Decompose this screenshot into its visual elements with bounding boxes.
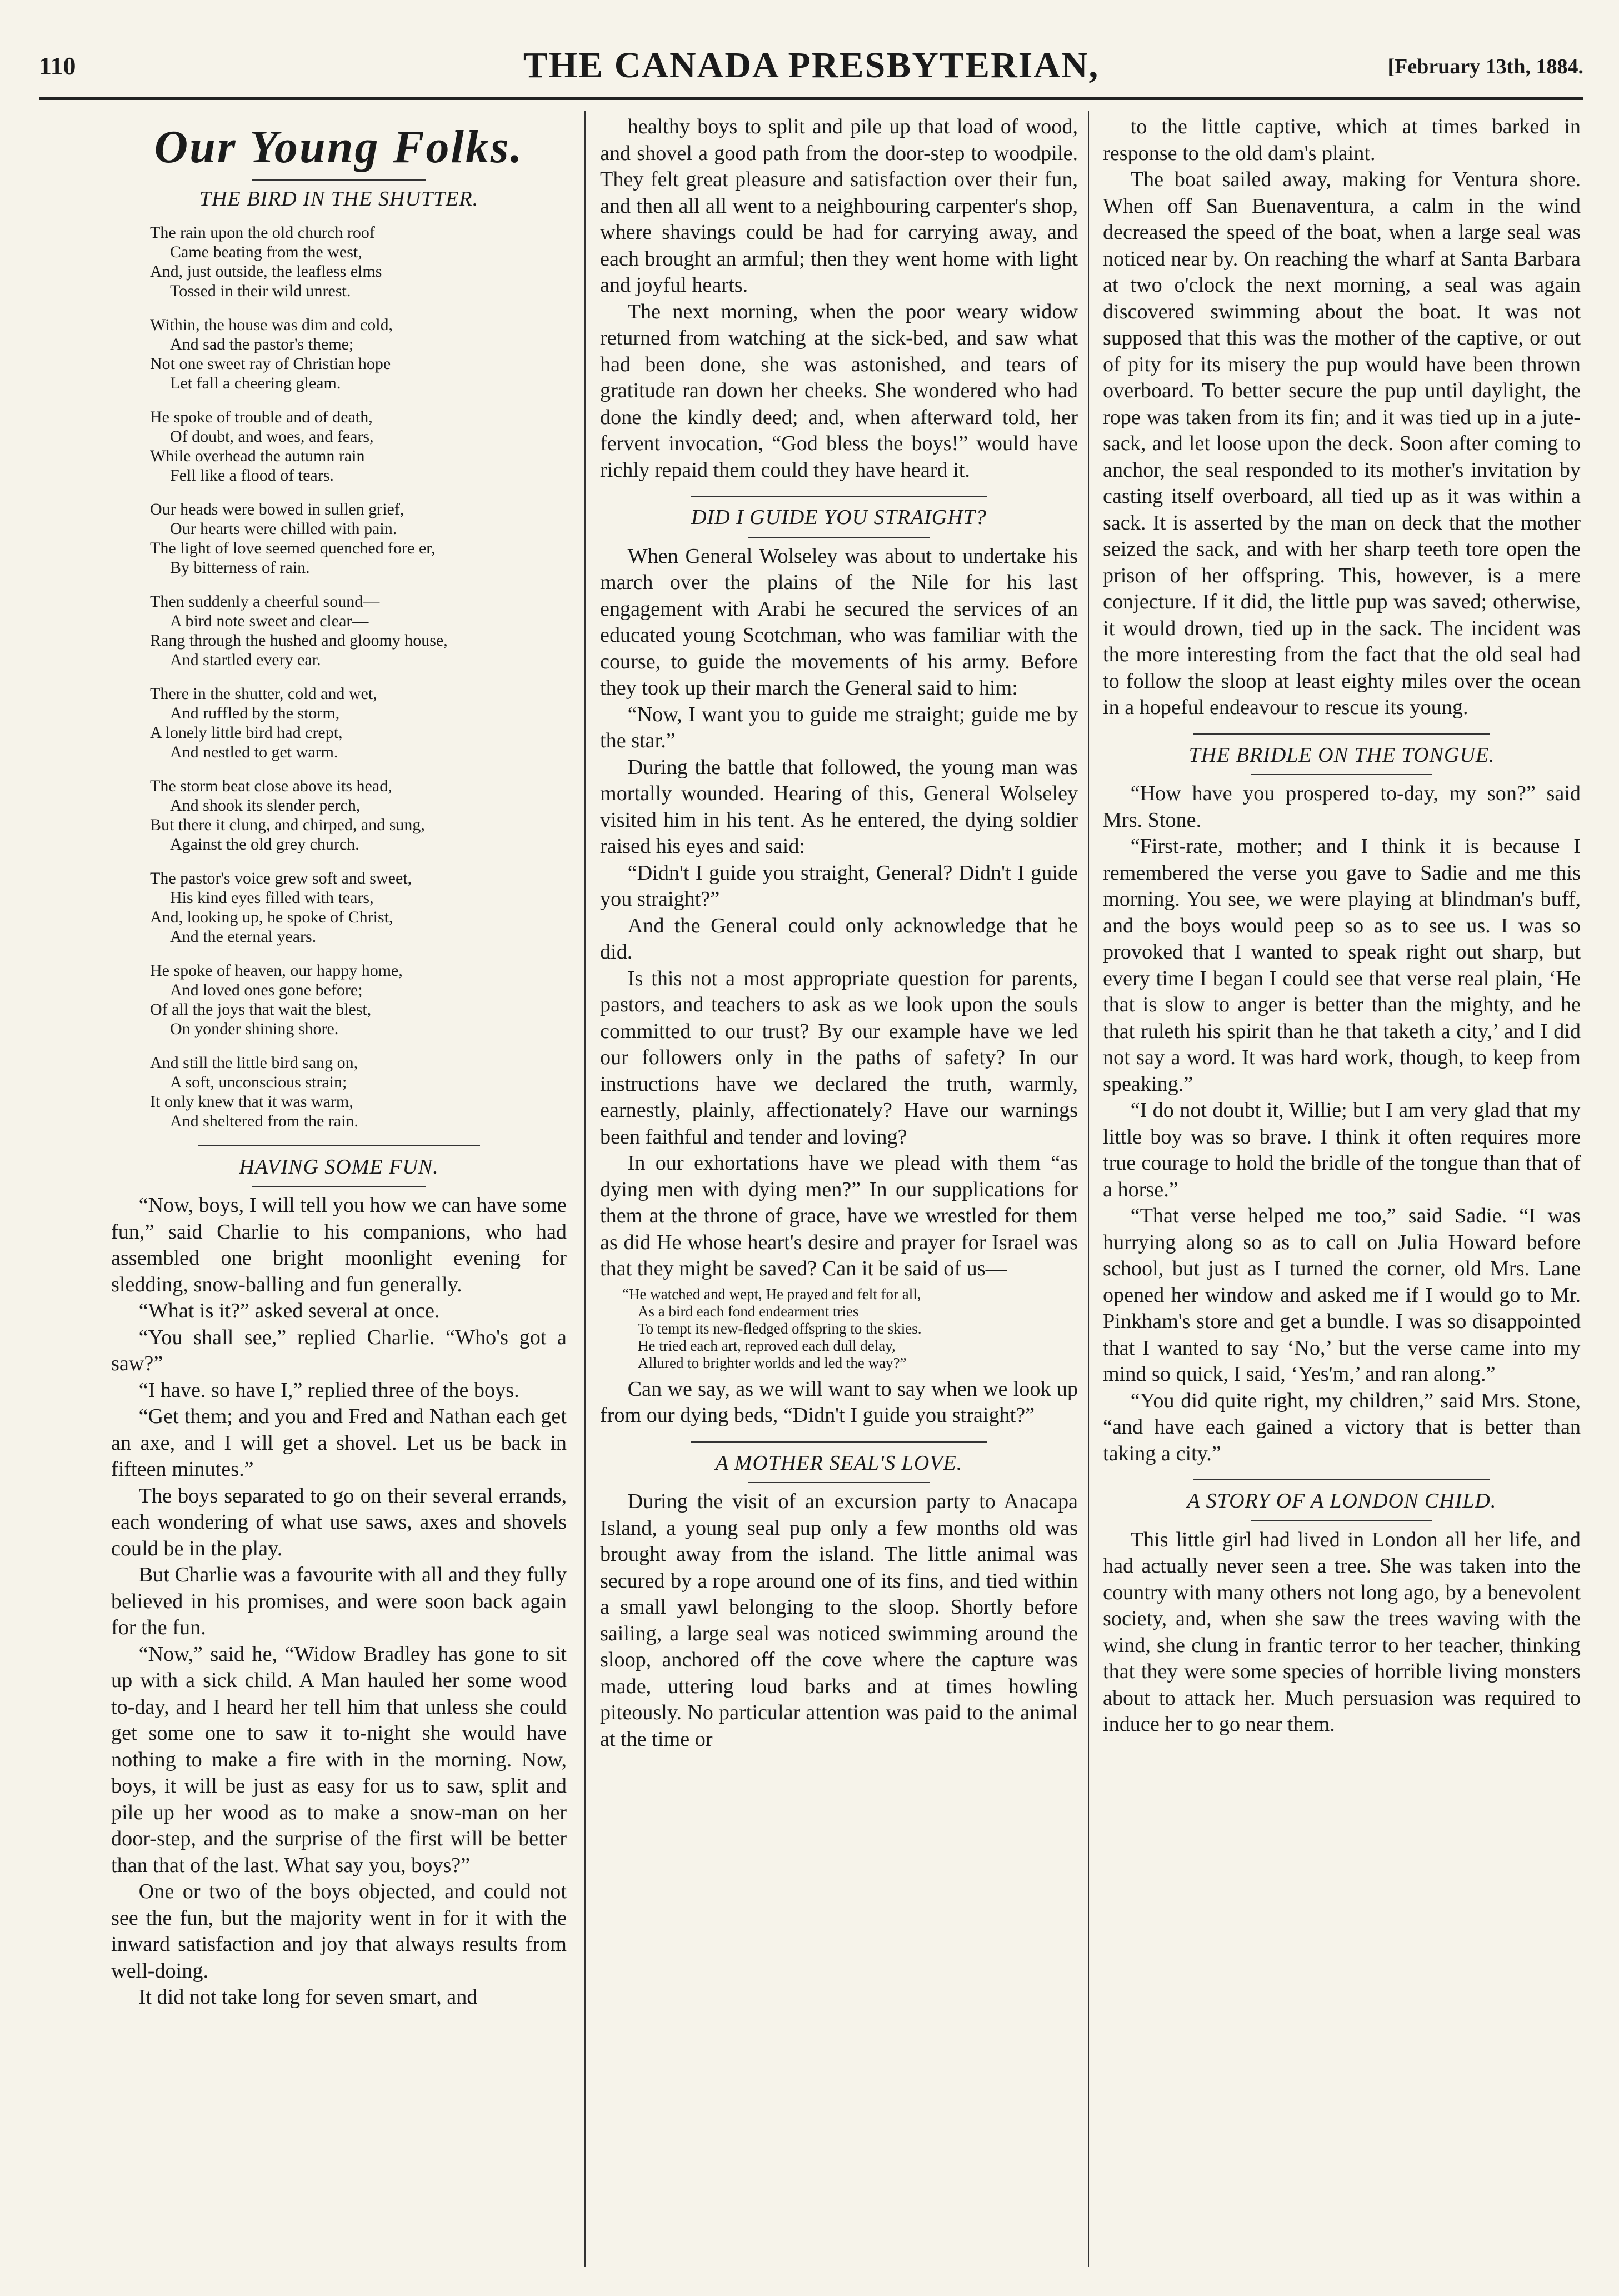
paragraph: And the General could only acknowledge that he did.	[600, 914, 1078, 964]
paragraph: “You shall see,” replied Charlie. “Who's got a saw?”	[111, 1325, 567, 1375]
newspaper-title: THE CANADA PRESBYTERIAN,	[523, 45, 1100, 86]
poem-stanza	[150, 315, 567, 393]
poem-line: His kind eyes filled with tears,	[170, 888, 374, 907]
article-body-guide-straight	[600, 543, 1078, 1282]
poem-line: Against the old grey church.	[170, 835, 359, 853]
poem-line: While overhead the autumn rain	[150, 446, 365, 465]
paragraph: “Now, I want you to guide me straight; guide me by the star.”	[600, 702, 1078, 752]
poem-line: The pastor's voice grew soft and sweet,	[150, 869, 412, 887]
poem-stanza	[150, 223, 567, 301]
paragraph: Is this not a most appropriate question for parents, pastors, and teachers to ask as we look upon the souls committed to our trust? By our example have we led our followers only in the paths of safety? In our instructions have we declared the truth, warmly, earnestly, plainly, affectionately? Have our warnings been faithful and tender and loving?	[600, 966, 1078, 1149]
verse-line: “He watched and wept, He prayed and felt for all,	[622, 1285, 921, 1302]
header-rule	[39, 97, 1583, 100]
article-rule	[691, 496, 987, 497]
article-continuation-mother-seal	[1103, 114, 1581, 721]
masthead-rule	[252, 179, 426, 181]
poem-line: And shook its slender perch,	[170, 796, 361, 815]
poem-line: And startled every ear.	[170, 650, 321, 669]
poem-line: It only knew that it was warm,	[150, 1092, 353, 1111]
paragraph: During the battle that followed, the young man was mortally wounded. Hearing of this, General Wolseley visited him in his tent. As he entered, the dying soldier raised his eyes and said:	[600, 755, 1078, 858]
article-rule	[691, 1441, 987, 1443]
article-body-london-child	[1103, 1527, 1581, 1738]
paragraph: When General Wolseley was about to undertake his march over the plains of the Nile for his last engagement with Arabi he secured the services of an educated young Scotchman, who was familiar with the course, to guide the movements of his army. Before they took up their march the General said to him:	[600, 544, 1078, 700]
page-header	[39, 44, 1583, 94]
verse-line: He tried each art, reproved each dull delay,	[638, 1337, 896, 1354]
poem-stanza	[150, 961, 567, 1039]
paragraph: During the visit of an excursion party to Anacapa Island, a young seal pup only a few months old was brought away from the island. The little animal was secured by a rope around one of its fins, and tied within a small yawl belonging to the sloop. Shortly before sailing, a large seal was noticed swimming around the sloop, anchored off the cove where the capture was made, uttering loud barks and at times howling piteously. No particular attention was paid to the animal at the time or	[600, 1490, 1078, 1751]
poem-title: THE BIRD IN THE SHUTTER.	[199, 187, 479, 211]
column-divider-2	[1088, 111, 1089, 2267]
paragraph: “I have. so have I,” replied three of the boys.	[138, 1378, 519, 1402]
column-divider-1	[584, 111, 586, 2267]
verse-line: As a bird each fond endearment tries	[638, 1302, 859, 1320]
paragraph: “Now,” said he, “Widow Bradley has gone to sit up with a sick child. A Man hauled her some wood to-day, and I heard her tell him that unless she could get some one to saw it to-night she would have nothing to make a fire with in the morning. Now, boys, it will be just as easy for us to saw, split and pile up her wood as to make a snow-man on her door-step, and the surprise of the first will be better than that of the last. What say you, boys?”	[111, 1642, 567, 1877]
poem-line: A soft, unconscious strain;	[170, 1072, 347, 1091]
poem-line: A bird note sweet and clear—	[170, 611, 369, 630]
poem-line: Rang through the hushed and gloomy house,	[150, 631, 448, 650]
column-2	[600, 114, 1078, 2253]
article-title-mother-seal: A MOTHER SEAL'S LOVE.	[715, 1451, 963, 1475]
poem-line: The light of love seemed quenched fore er,	[150, 538, 436, 557]
poem-line: Not one sweet ray of Christian hope	[150, 354, 391, 373]
poem-line: And, just outside, the leafless elms	[150, 262, 382, 281]
article-rule	[198, 1145, 480, 1146]
article-rule	[1193, 1479, 1490, 1480]
paragraph: The boys separated to go on their several errands, each wondering of what use saws, axes and shovels could be in the play.	[111, 1484, 567, 1560]
article-body-mother-seal	[600, 1489, 1078, 1753]
paragraph: healthy boys to split and pile up that load of wood, and shovel a good path from the door-step to woodpile. They felt great pleasure and satisfaction over their fun, and then all all went to a neighbouring carpenter's shop, where shavings could be had for carrying away, and each brought an armful; then they went home with light and joyful hearts.	[600, 115, 1078, 297]
poem-line: Our hearts were chilled with pain.	[170, 519, 397, 538]
poem-line: And nestled to get warm.	[170, 742, 338, 761]
title-rule	[1251, 1520, 1433, 1521]
paragraph: “Didn't I guide you straight, General? Didn't I guide you straight?”	[600, 861, 1078, 911]
poem-line: Of doubt, and woes, and fears,	[170, 427, 374, 446]
paragraph: In our exhortations have we plead with them “as dying men with dying men?” In our supplications for them at the throne of grace, have we wrestled for them as did He whose heart's desire and prayer for Israel was that they might be saved? Can it be said of us—	[600, 1151, 1078, 1280]
poem-line: And, looking up, he spoke of Christ,	[150, 907, 393, 926]
paragraph: It did not take long for seven smart, and	[138, 1985, 478, 2009]
article-rule	[1193, 733, 1490, 735]
poem-line: There in the shutter, cold and wet,	[150, 684, 377, 703]
poem-line: Of all the joys that wait the blest,	[150, 1000, 372, 1019]
poem-line: And the eternal years.	[170, 927, 317, 946]
poem-stanza	[150, 869, 567, 946]
title-rule	[748, 537, 930, 538]
paragraph: “I do not doubt it, Willie; but I am very glad that my little boy was so brave. I think it often requires more true courage to hold the bridle of the tongue than that of a horse.”	[1103, 1099, 1581, 1201]
column-3	[1103, 114, 1581, 2253]
issue-date: [February 13th, 1884.	[1387, 55, 1583, 78]
quoted-verse	[622, 1286, 1078, 1372]
poem-line: A lonely little bird had crept,	[150, 723, 343, 742]
poem-line: Then suddenly a cheerful sound—	[150, 592, 380, 611]
poem-line: The storm beat close above its head,	[150, 776, 392, 795]
poem-line: And still the little bird sang on,	[150, 1053, 358, 1072]
paragraph: “Get them; and you and Fred and Nathan each get an axe, and I will get a shovel. Let us be back in fifteen minutes.”	[111, 1405, 567, 1481]
section-masthead: Our Young Folks.	[154, 121, 524, 173]
poem-line: By bitterness of rain.	[170, 558, 310, 577]
paragraph: “That verse helped me too,” said Sadie. “I was hurrying along so as to call on Julia Howard before school, but just as I turned the corner, old Mrs. Lane opened her window and asked me if I would go to Mr. Pinkham's store and get a bundle. I was so disappointed that I wanted to say ‘No,’ but the verse came into my mind so quick, I said, ‘Yes'm,’ and ran along.”	[1103, 1204, 1581, 1386]
article-title-london-child: A STORY OF A LONDON CHILD.	[1187, 1489, 1497, 1513]
paragraph: One or two of the boys objected, and could not see the fun, but the majority went in for it with the inward satisfaction and joy that always results from well-doing.	[111, 1880, 567, 1983]
paragraph: “You did quite right, my children,” said Mrs. Stone, “and have each gained a victory that is better than taking a city.”	[1103, 1389, 1581, 1465]
article-title-having-some-fun: HAVING SOME FUN.	[239, 1155, 439, 1179]
poem-stanza	[150, 592, 567, 670]
title-rule	[252, 1186, 426, 1187]
article-title-guide-straight: DID I GUIDE YOU STRAIGHT?	[691, 506, 987, 529]
article-closing-guide-straight: Can we say, as we will want to say when we look up from our dying beds, “Didn't I guide you straight?”	[600, 1377, 1078, 1427]
paragraph: “First-rate, mother; and I think it is because I remembered the verse you gave to Sadie and me this morning. You see, we were playing at blindman's buff, and the boys would peep so as to see us. I was so provoked that I wanted to speak right out sharp, but every time I began I could see that verse real plain, ‘He that is slow to anger is better than the mighty, and he that ruleth his spirit than he that taketh a city,’ and I did not say a word. It was hard work, though, to keep from speaking.”	[1103, 835, 1581, 1096]
poem-stanza	[150, 684, 567, 762]
poem-line: Let fall a cheering gleam.	[170, 373, 341, 392]
paragraph: to the little captive, which at times barked in response to the old dam's plaint.	[1103, 115, 1581, 165]
paragraph: “Now, boys, I will tell you how we can have some fun,” said Charlie to his companions, who had assembled one bright moonlight evening for sledding, snow-balling and fun generally.	[111, 1194, 567, 1296]
poem-stanza	[150, 776, 567, 854]
paragraph: This little girl had lived in London all her life, and had actually never seen a tree. She was taken into the country with many others not long ago, by a benevolent society, and, when she saw the trees waving with the wind, she clung in frantic terror to her teacher, thinking that they were some species of horrible living monsters about to attack her. Much persuasion was required to induce her to go near them.	[1103, 1528, 1581, 1736]
poem-line: He spoke of trouble and of death,	[150, 407, 373, 426]
page-number: 110	[39, 52, 76, 80]
verse-line: To tempt its new-fledged offspring to the skies.	[638, 1320, 922, 1337]
poem-line: And ruffled by the storm,	[170, 703, 340, 722]
article-title-bridle-tongue: THE BRIDLE ON THE TONGUE.	[1188, 743, 1495, 767]
poem-stanza	[150, 407, 567, 485]
paragraph: “What is it?” asked several at once.	[138, 1299, 440, 1322]
poem-line: Within, the house was dim and cold,	[150, 315, 393, 334]
poem-line: Fell like a flood of tears.	[170, 466, 334, 485]
title-rule	[748, 1482, 930, 1483]
poem-line: And sad the pastor's theme;	[170, 335, 354, 353]
poem-line: But there it clung, and chirped, and sung,	[150, 815, 425, 834]
poem-stanza	[150, 1053, 567, 1131]
paragraph: The next morning, when the poor weary widow returned from watching at the sick-bed, and saw what had been done, she was astonished, and tears of gratitude ran down her cheeks. She wondered who had done the kindly deed; and, when afterward told, her fervent invocation, “God bless the boys!” would have richly repaid them could they have heard it.	[600, 300, 1078, 482]
article-body-bridle-tongue	[1103, 781, 1581, 1467]
paragraph: “How have you prospered to-day, my son?” said Mrs. Stone.	[1103, 782, 1581, 832]
poem-line: He spoke of heaven, our happy home,	[150, 961, 403, 980]
paragraph: But Charlie was a favourite with all and they fully believed in his promises, and were soon back again for the fun.	[111, 1563, 567, 1639]
poem-line: Tossed in their wild unrest.	[170, 281, 351, 300]
column-1	[111, 114, 567, 2253]
poem-line: The rain upon the old church roof	[150, 223, 375, 242]
article-body-having-some-fun	[111, 1192, 567, 2011]
poem-stanza	[150, 500, 567, 577]
poem	[150, 223, 567, 1131]
poem-line: Our heads were bowed in sullen grief,	[150, 500, 404, 518]
poem-line: And sheltered from the rain.	[170, 1111, 359, 1130]
poem-line: And loved ones gone before;	[170, 980, 363, 999]
article-continuation-having-some-fun	[600, 114, 1078, 483]
poem-line: On yonder shining shore.	[170, 1019, 339, 1038]
poem-line: Came beating from the west,	[170, 242, 362, 261]
verse-line: Allured to brighter worlds and led the way?”	[638, 1354, 907, 1371]
paragraph: The boat sailed away, making for Ventura shore. When off San Buenaventura, a calm in the wind decreased the speed of the boat, when a large seal was noticed near by. On reaching the wharf at Santa Barbara at two o'clock the next morning, a seal was again discovered swimming about the boat. It was not supposed that this was the mother of the captive, or out of pity for its misery the pup would have been thrown overboard. To better secure the pup until daylight, the rope was taken from its fin; and it was tied up in a jute-sack, and let loose upon the deck. Soon after coming to anchor, the seal responded to its mother's invitation by casting itself overboard, all tied up as it was within a sack. It is asserted by the man on deck that the mother seized the sack, and with her sharp teeth tore open the prison of her offspring. This, however, is a mere conjecture. If it did, the little pup was saved; otherwise, it would drown, tied up in the sack. The incident was the more interesting from the fact that the old seal had to follow the sloop at least eighty miles over the ocean in a hopeful endeavour to rescue its young.	[1103, 168, 1581, 719]
title-rule	[1251, 774, 1433, 775]
